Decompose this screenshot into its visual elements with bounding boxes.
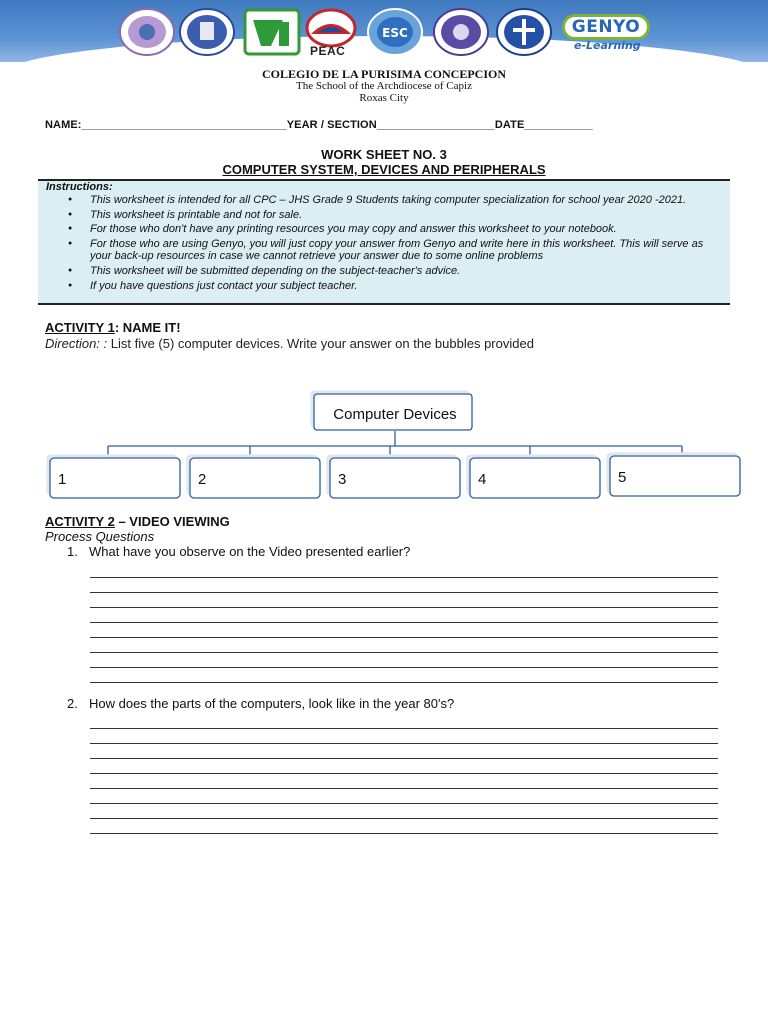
chart-connectors [108, 431, 682, 457]
instruction-item: ● This worksheet is intended for all CPC – JHS Grade 9 Students taking computer specialization for school year 2020 -2021. [68, 194, 708, 207]
activity2-title: – VIDEO VIEWING [114, 514, 230, 529]
answer-line[interactable] [90, 578, 718, 593]
answer-bubble-5[interactable] [610, 456, 740, 496]
question-text: What have you observe on the Video presented earlier? [89, 544, 411, 559]
school-subtitle: The School of the Archdiocese of Capiz [296, 80, 472, 92]
bubble-number: 5 [618, 469, 627, 486]
bubble-number: 3 [338, 471, 347, 488]
answer-line[interactable] [90, 804, 718, 819]
bubble-number: 4 [478, 471, 487, 488]
bubble-number: 1 [58, 471, 67, 488]
peac-label: PEAC [310, 44, 346, 58]
instructions-box [38, 179, 730, 305]
peac-1957-logo-icon [243, 8, 301, 56]
answer-line[interactable] [90, 744, 718, 759]
worksheet-number: WORK SHEET NO. 3 [321, 147, 447, 162]
activity1-heading [45, 320, 181, 335]
computer-devices-chart [0, 380, 768, 510]
answer-line[interactable] [90, 608, 718, 623]
genyo-logo-subtext: e-Learning [574, 39, 641, 52]
bubble-number: 2 [198, 471, 207, 488]
answer-line[interactable] [90, 593, 718, 608]
genyo-logo [562, 14, 650, 52]
question-1 [67, 544, 410, 559]
question-number: 2. [67, 696, 78, 711]
question-text: How does the parts of the computers, look like in the year 80's? [89, 696, 455, 711]
instruction-item: ● For those who are using Genyo, you will just copy your answer from Genyo and write here in this worksheet. This will serve as your back-up resources in case we cannot retrieve your answer due to some online problems [68, 238, 708, 263]
answer-lines-2[interactable] [90, 714, 718, 834]
answer-line[interactable] [90, 759, 718, 774]
answer-line[interactable] [90, 729, 718, 744]
answer-line[interactable] [90, 714, 718, 729]
answer-bubble-4[interactable] [470, 458, 600, 498]
activity1-title: : NAME IT! [114, 320, 181, 335]
chart-root-node [314, 394, 472, 430]
activity1-direction [45, 336, 534, 351]
cpc-seal-icon [495, 8, 553, 56]
answer-line[interactable] [90, 638, 718, 653]
answer-line[interactable] [90, 774, 718, 789]
answer-bubble-2[interactable] [190, 458, 320, 498]
instruction-item: ● This worksheet is printable and not for sale. [68, 209, 708, 222]
answer-line[interactable] [90, 668, 718, 683]
school-seal-icon [178, 8, 236, 56]
process-questions-label: Process Questions [45, 529, 155, 544]
instructions-list [68, 194, 708, 294]
svg-text:ESC: ESC [382, 26, 408, 40]
answer-line[interactable] [90, 623, 718, 638]
archdiocese-seal-icon [432, 8, 490, 56]
direction-text: List five (5) computer devices. Write your answer on the bubbles provided [107, 336, 534, 351]
answer-line[interactable] [90, 653, 718, 668]
deped-seal-icon [118, 8, 176, 56]
answer-lines-1[interactable] [90, 563, 718, 683]
instruction-item: ● This worksheet will be submitted depending on the subject-teacher's advice. [68, 265, 708, 278]
question-number: 1. [67, 544, 78, 559]
instructions-title: Instructions: [46, 181, 113, 193]
esc-seal-icon [366, 8, 424, 56]
activity1-label: ACTIVITY 1 [45, 320, 115, 335]
direction-label: Direction: : [45, 336, 108, 351]
activity2-label: ACTIVITY 2 [45, 514, 115, 529]
answer-line[interactable] [90, 819, 718, 834]
instruction-item: ● If you have questions just contact your subject teacher. [68, 280, 708, 293]
activity2-heading [45, 514, 230, 529]
answer-bubble-1[interactable] [50, 458, 180, 498]
student-info-line: NAME:_________________________________YEAR / SECTION___________________DATE___________ [45, 119, 593, 131]
worksheet-subtitle: COMPUTER SYSTEM, DEVICES AND PERIPHERALS [222, 162, 546, 177]
answer-line[interactable] [90, 789, 718, 804]
answer-line[interactable] [90, 563, 718, 578]
chart-root-label: Computer Devices [333, 406, 457, 423]
instruction-item: ● For those who don't have any printing resources you may copy and answer this worksheet to your notebook. [68, 223, 708, 236]
answer-bubble-3[interactable] [330, 458, 460, 498]
school-name: COLEGIO DE LA PURISIMA CONCEPCION [261, 67, 507, 81]
school-location: Roxas City [359, 92, 409, 104]
genyo-logo-text: GENYO [562, 14, 650, 40]
question-2 [67, 696, 454, 711]
